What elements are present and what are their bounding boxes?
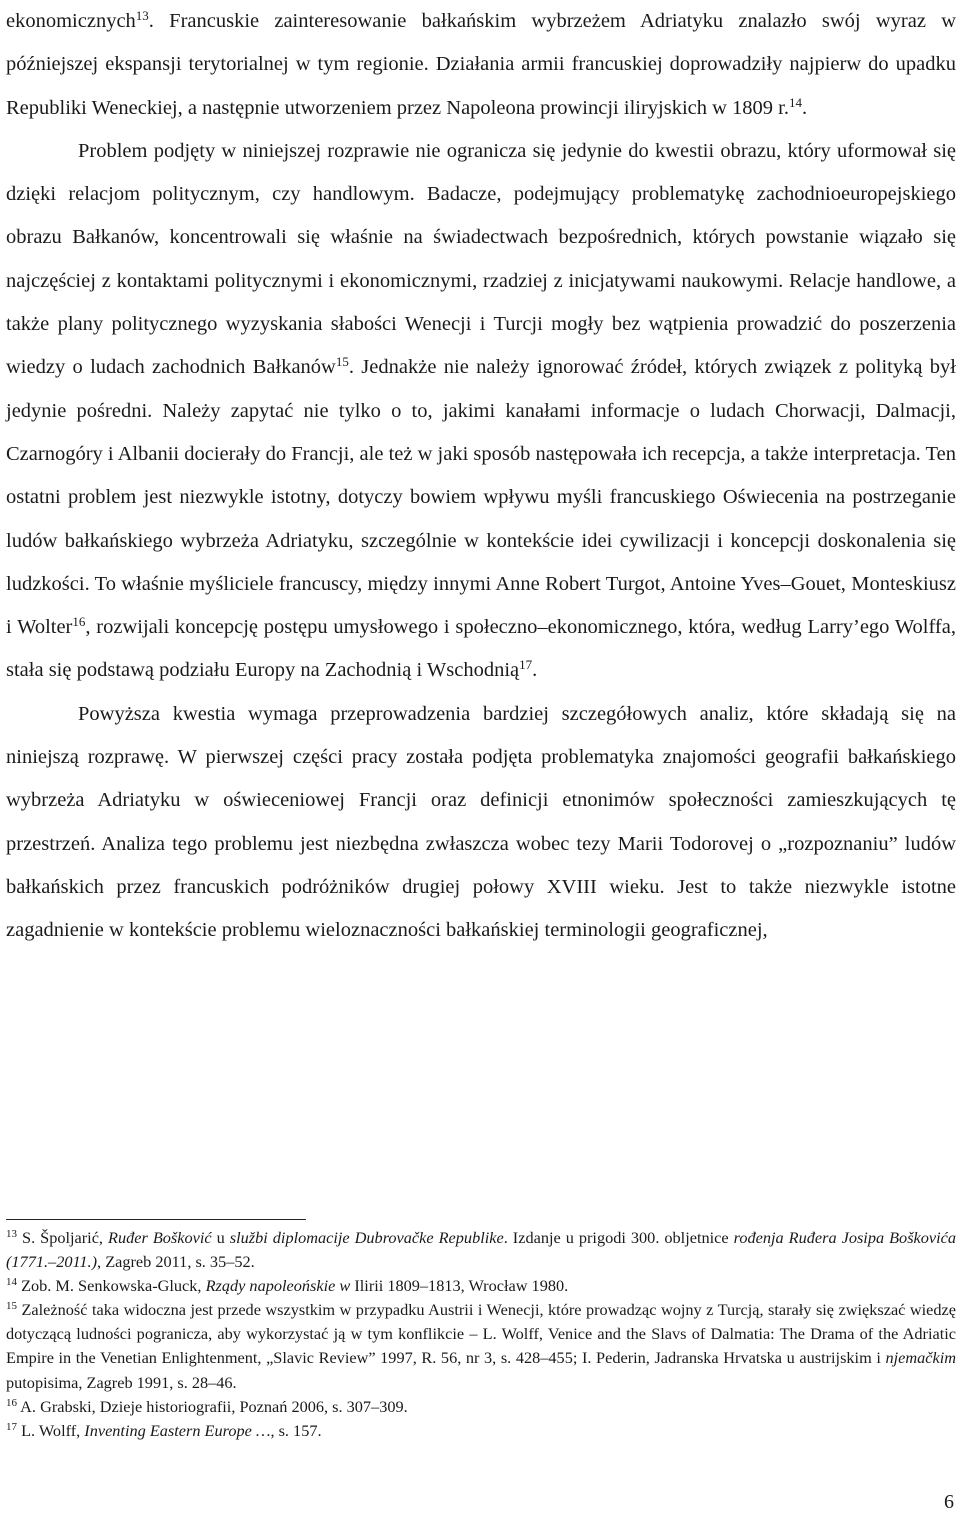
footnote-ref-15[interactable]: 15 <box>335 354 349 370</box>
footnote-number: 14 <box>6 1276 17 1289</box>
footnotes <box>6 1226 956 1443</box>
text-run: . <box>802 96 808 119</box>
footnote-text: L. Wolff, <box>17 1420 85 1440</box>
footnote-text: , s. 157. <box>270 1420 322 1440</box>
body-text <box>6 0 956 953</box>
footnote-ref-14[interactable]: 14 <box>789 94 803 110</box>
text-run: Problem podjęty w niniejszej rozprawie nie ogranicza się jedynie do kwestii obrazu, który uformował się dzięki relacjom politycznym, czy handlowym. Badacze, podejmujący problematykę zachodnioeuropejskiego obrazu Bałkanów, koncentrowali się właśnie na świadectwach bezpośrednich, których powstanie wiązało się najczęściej z kontaktami politycznymi i ekonomicznymi, rzadziej z inicjatywami naukowymi. Relacje handlowe, a także plany politycznego wyzyskania słabości Wenecji i Turcji mogły bez wątpienia prowadzić do poszerzenia wiedzy o ludach zachodnich Bałkanów <box>6 139 956 379</box>
footnote-italic: rođenja Ruđera Josipa Boškovića (1771.–2011.) <box>6 1228 957 1272</box>
page-number: 6 <box>944 1491 954 1513</box>
paragraph-3 <box>6 693 956 953</box>
footnote-text: S. Špoljarić, <box>17 1228 109 1247</box>
text-run: Powyższa kwestia wymaga przeprowadzenia bardziej szczegółowych analiz, które składają się na niniejszą rozprawę. W pierwszej części pracy została podjęta problematyka znajomości geografii bałkańskiego wybrzeża Adriatyku w oświeceniowej Francji oraz definicji etnonimów społeczności zamieszkujących tę przestrzeń. Analiza tego problemu jest niezbędna zwłaszcza wobec tezy Marii Todorovej o „rozpoznaniu” ludów bałkańskich przez francuskich podróżników drugiej połowy XVIII wieku. Jest to także niezwykle istotne zagadnienie w kontekście problemu wieloznaczności bałkańskiej terminologii geograficznej, <box>6 702 956 942</box>
footnote-16 <box>6 1395 956 1419</box>
footnote-number: 15 <box>6 1300 17 1313</box>
footnote-italic: Inventing Eastern Europe … <box>84 1420 271 1440</box>
text-run: , rozwijali koncepcję postępu umysłowego i społeczno–ekonomicznego, która, według Larry’ego Wolffa, stała się podstawą podziału Europy na Zachodnią i Wschodnią <box>6 616 956 682</box>
footnote-number: 13 <box>6 1228 17 1240</box>
footnote-text: . Izdanje u prigodi 300. obljetnice <box>503 1228 734 1247</box>
footnote-text: Zależność taka widoczna jest przede wszystkim w przypadku Austrii i Wenecji, które prowadząc wojny z Turcją, starały się zwiększać wiedzę dotyczącą ludności pogranicza, aby wykorzystać ją w tym konflikcie – L. Wolff, Venice and the Slavs of Dalmatia: The Drama of the Adriatic Empire in the Venetian Enlightenment, „Slavic Review” 1997, R. 56, nr 3, s. 428–455; I. Pederin, Jadranska Hrvatska u austrijskim i <box>6 1300 956 1368</box>
footnote-13 <box>6 1226 956 1274</box>
footnote-italic: njemačkim <box>885 1348 956 1368</box>
footnote-italic: službi diplomacije Dubrovačke Republike <box>229 1228 504 1247</box>
paragraph-2 <box>6 130 956 693</box>
text-run: . Francuskie zainteresowanie bałkańskim wybrzeżem Adriatyku znalazło swój wyraz w późniejszej ekspansji terytorialnej w tym regionie. Działania armii francuskiej doprowadziły najpierw do upadku Republiki Weneckiej, a następnie utworzeniem przez Napoleona prowincji iliryjskich w 1809 r. <box>6 10 956 119</box>
paragraph-1 <box>6 0 956 130</box>
footnote-ref-17[interactable]: 17 <box>519 657 533 673</box>
text-run: ekonomicznych <box>6 10 136 32</box>
footnote-number: 17 <box>6 1420 17 1433</box>
footnote-number: 16 <box>6 1396 17 1409</box>
footnote-15 <box>6 1298 956 1394</box>
footnote-italic: Rządy napoleońskie w <box>205 1276 351 1296</box>
footnote-text: u <box>211 1228 230 1247</box>
footnote-14 <box>6 1274 956 1298</box>
footnote-text: putopisima, Zagreb 1991, s. 28–46. <box>6 1372 237 1392</box>
footnote-ref-13[interactable]: 13 <box>135 8 149 23</box>
text-run: . Jednakże nie należy ignorować źródeł, których związek z polityką był jedynie pośredni. Należy zapytać nie tylko o to, jakimi kanałami informacje o ludach Chorwacji, Dalmacji, Czarnogóry i Albanii docierały do Francji, ale też w jaki sposób następowała ich recepcja, a także interpretacja. Ten ostatni problem jest niezwykle istotny, dotyczy bowiem wpływu myśli francuskiego Oświecenia na postrzeganie ludów bałkańskiego wybrzeża Adriatyku, szczególnie w kontekście idei cywilizacji i koncepcji doskonalenia się ludzkości. To właśnie myśliciele francuscy, między innymi Anne Robert Turgot, Antoine Yves–Gouet, Monteskiusz i Wolter <box>6 356 956 639</box>
footnote-text: , Zagreb 2011, s. 35–52. <box>97 1252 255 1272</box>
text-run: . <box>532 659 538 682</box>
footnote-ref-16[interactable]: 16 <box>72 614 86 630</box>
footnote-italic: Ruđer Bošković <box>108 1228 212 1247</box>
footnote-text: Ilirii 1809–1813, Wrocław 1980. <box>350 1276 569 1296</box>
footnote-text: A. Grabski, Dzieje historiografii, Poznań 2006, s. 307–309. <box>17 1396 408 1416</box>
footnote-separator <box>6 1219 306 1220</box>
footnote-17 <box>6 1419 956 1443</box>
footnote-text: Zob. M. Senkowska-Gluck, <box>17 1276 206 1296</box>
